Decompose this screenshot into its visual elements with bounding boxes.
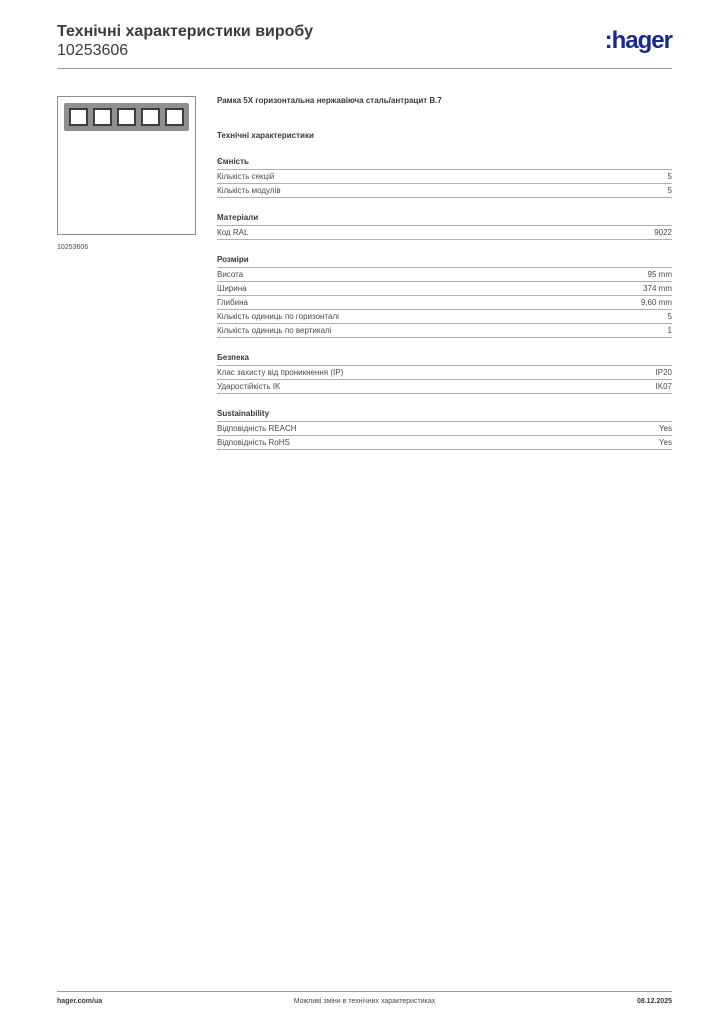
spec-row	[217, 380, 672, 394]
footer-divider	[57, 991, 672, 992]
section-title: Матеріали	[217, 212, 672, 226]
spec-row	[217, 422, 672, 436]
frame-slot	[165, 108, 184, 126]
product-image	[57, 96, 196, 235]
spec-label: Ударостійкість IK	[217, 382, 281, 391]
spec-row	[217, 296, 672, 310]
spec-row	[217, 184, 672, 198]
spec-value: IP20	[655, 368, 672, 377]
hager-logo: :hager	[604, 27, 672, 54]
spec-section	[217, 156, 672, 198]
frame-slot	[117, 108, 136, 126]
spec-label: Кількість модулів	[217, 186, 281, 195]
spec-row	[217, 310, 672, 324]
spec-label: Кількість одиниць по горизонталі	[217, 312, 339, 321]
spec-label: Висота	[217, 270, 244, 279]
spec-row	[217, 436, 672, 450]
frame-slot	[141, 108, 160, 126]
frame-slot	[69, 108, 88, 126]
spec-row	[217, 324, 672, 338]
spec-label: Кількість одиниць по вертикалі	[217, 326, 332, 335]
spec-content	[217, 95, 672, 450]
spec-row	[217, 268, 672, 282]
section-title: Sustainability	[217, 408, 672, 422]
spec-value: 9,60 mm	[640, 298, 672, 307]
page-header	[57, 22, 672, 60]
product-name: Рамка 5X горизонтальна нержавіюча сталь/антрацит B.7	[217, 96, 442, 105]
spec-section	[217, 254, 672, 338]
article-number: 10253606	[57, 42, 129, 59]
spec-value: 5	[667, 186, 672, 195]
page-title: Технічні характеристики виробу	[57, 23, 313, 40]
section-title: Ємність	[217, 156, 672, 170]
spec-value: 5	[667, 312, 672, 321]
frame-illustration	[64, 103, 189, 131]
header-divider	[57, 68, 672, 69]
spec-label: Глибина	[217, 298, 248, 307]
spec-section	[217, 408, 672, 450]
section-title: Безпека	[217, 352, 672, 366]
spec-row	[217, 226, 672, 240]
spec-heading: Технічні характеристики	[217, 131, 314, 140]
spec-value: 9022	[654, 228, 672, 237]
image-caption: 10253606	[57, 244, 89, 251]
spec-sections	[217, 156, 672, 450]
spec-row	[217, 170, 672, 184]
footer-website[interactable]: hager.com/ua	[57, 998, 103, 1005]
spec-value: IK07	[655, 382, 672, 391]
spec-value: 95 mm	[647, 270, 672, 279]
spec-label: Клас захисту від проникнення (IP)	[217, 368, 344, 377]
spec-value: 1	[667, 326, 672, 335]
spec-row	[217, 366, 672, 380]
spec-value: Yes	[658, 424, 672, 433]
spec-value: 374 mm	[643, 284, 672, 293]
spec-section	[217, 352, 672, 394]
spec-label: Кількість секцій	[217, 172, 275, 181]
section-title: Розміри	[217, 254, 672, 268]
footer-date: 08.12.2025	[636, 998, 672, 1005]
spec-value: 5	[667, 172, 672, 181]
spec-label: Відповідність REACH	[217, 424, 297, 433]
spec-label: Код RAL	[217, 228, 249, 237]
spec-label: Відповідність RoHS	[217, 438, 290, 447]
spec-row	[217, 282, 672, 296]
footer-notice: Можливі зміни в технічних характеристиках	[293, 998, 436, 1005]
spec-label: Ширина	[217, 284, 247, 293]
spec-value: Yes	[658, 438, 672, 447]
spec-section	[217, 212, 672, 240]
frame-slot	[93, 108, 112, 126]
